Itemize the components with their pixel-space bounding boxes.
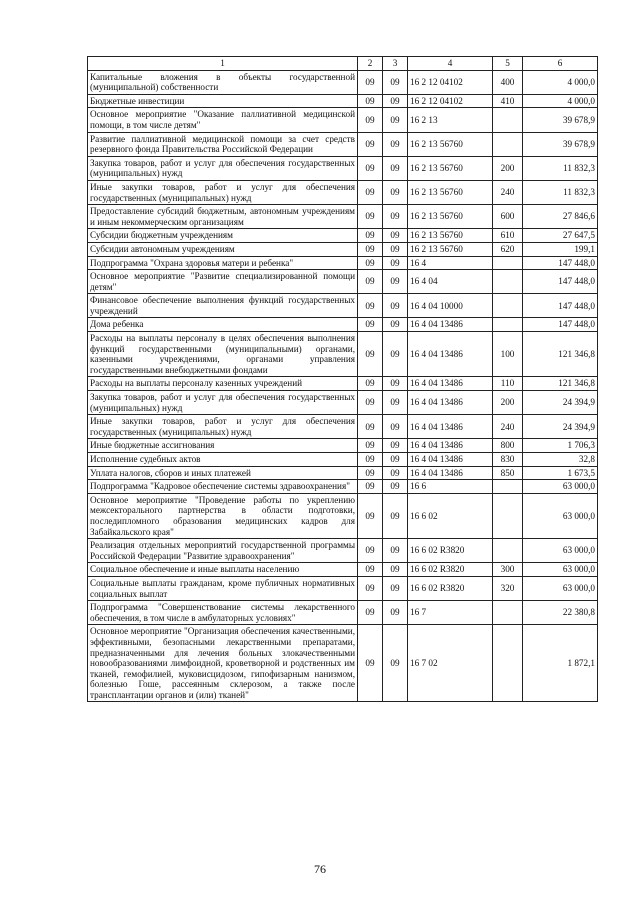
row-target-article-cell: 16 7 [408,601,493,625]
table-row [88,439,598,453]
table-row [88,108,598,132]
table-row [88,229,598,243]
row-target-article-cell: 16 2 12 04102 [408,94,493,108]
row-subsection-cell: 09 [383,466,408,480]
row-expense-type-cell: 610 [493,229,523,243]
row-section-cell: 09 [358,294,383,318]
row-name-cell: Финансовое обеспечение выполнения функций государственных учреждений [88,294,358,318]
row-amount-cell: 63 000,0 [523,539,598,563]
table-row [88,205,598,229]
table-row [88,377,598,391]
row-section-cell: 09 [358,439,383,453]
row-amount-cell: 1 706,3 [523,439,598,453]
row-expense-type-cell [493,270,523,294]
row-subsection-cell: 09 [383,625,408,702]
row-amount-cell: 27 846,6 [523,205,598,229]
row-name-cell: Закупка товаров, работ и услуг для обеспечения государственных (муниципальных) нужд [88,156,358,180]
row-target-article-cell: 16 4 04 13486 [408,391,493,415]
row-expense-type-cell: 600 [493,205,523,229]
row-name-cell: Подпрограмма "Совершенствование системы лекарственного обеспечения, в том числе в амбулаторных условиях" [88,601,358,625]
table-row [88,294,598,318]
table-row [88,242,598,256]
row-target-article-cell: 16 4 04 13486 [408,466,493,480]
row-section-cell: 09 [358,332,383,377]
table-row [88,132,598,156]
row-amount-cell: 11 832,3 [523,180,598,204]
row-target-article-cell: 16 6 02 R3820 [408,576,493,600]
row-expense-type-cell: 800 [493,439,523,453]
row-target-article-cell: 16 4 [408,256,493,270]
row-name-cell: Закупка товаров, работ и услуг для обеспечения государственных (муниципальных) нужд [88,391,358,415]
row-subsection-cell: 09 [383,294,408,318]
row-name-cell: Бюджетные инвестиции [88,94,358,108]
row-expense-type-cell: 100 [493,332,523,377]
row-name-cell: Социальное обеспечение и иные выплаты населению [88,563,358,577]
row-subsection-cell: 09 [383,439,408,453]
row-section-cell: 09 [358,229,383,243]
row-section-cell: 09 [358,205,383,229]
row-target-article-cell: 16 4 04 [408,270,493,294]
row-subsection-cell: 09 [383,453,408,467]
header-col-4: 4 [408,57,493,71]
row-expense-type-cell [493,480,523,494]
row-amount-cell: 22 380,8 [523,601,598,625]
row-target-article-cell: 16 2 13 [408,108,493,132]
row-expense-type-cell: 300 [493,563,523,577]
row-target-article-cell: 16 4 04 13486 [408,318,493,332]
row-target-article-cell: 16 2 13 56760 [408,132,493,156]
row-subsection-cell: 09 [383,391,408,415]
row-section-cell: 09 [358,453,383,467]
row-subsection-cell: 09 [383,493,408,538]
row-subsection-cell: 09 [383,576,408,600]
row-name-cell: Основное мероприятие "Организация обеспечения качественными, эффективными, безопасными лекарственными препаратами, предназначенными для лечения больных злокачественными новообразованиями лимфоидной, кроветворной и родственных им тканей, гемофилией, муковисцидозом, гипофизарным нанизмом, болезнью Гоше, рассеянным склерозом, а также после трансплантации органов и (или) тканей" [88,625,358,702]
row-subsection-cell: 09 [383,480,408,494]
row-name-cell: Субсидии бюджетным учреждениям [88,229,358,243]
row-section-cell: 09 [358,563,383,577]
row-subsection-cell: 09 [383,256,408,270]
row-expense-type-cell: 850 [493,466,523,480]
row-amount-cell: 63 000,0 [523,576,598,600]
row-name-cell: Исполнение судебных актов [88,453,358,467]
budget-table [87,56,598,702]
row-amount-cell: 24 394,9 [523,391,598,415]
table-header [88,57,598,71]
row-target-article-cell: 16 6 02 [408,493,493,538]
row-section-cell: 09 [358,132,383,156]
row-section-cell: 09 [358,415,383,439]
row-expense-type-cell [493,108,523,132]
row-name-cell: Развитие паллиативной медицинской помощи за счет средств резервного фонда Правительства Российской Федерации [88,132,358,156]
row-expense-type-cell [493,493,523,538]
row-section-cell: 09 [358,156,383,180]
row-section-cell: 09 [358,539,383,563]
row-expense-type-cell: 620 [493,242,523,256]
row-subsection-cell: 09 [383,180,408,204]
row-name-cell: Расходы на выплаты персоналу казенных учреждений [88,377,358,391]
row-expense-type-cell: 410 [493,94,523,108]
row-amount-cell: 147 448,0 [523,294,598,318]
row-section-cell: 09 [358,270,383,294]
row-amount-cell: 27 647,5 [523,229,598,243]
row-amount-cell: 63 000,0 [523,480,598,494]
table-row [88,539,598,563]
row-section-cell: 09 [358,108,383,132]
row-section-cell: 09 [358,70,383,94]
row-target-article-cell: 16 2 13 56760 [408,180,493,204]
row-expense-type-cell: 830 [493,453,523,467]
row-amount-cell: 4 000,0 [523,70,598,94]
table-row [88,415,598,439]
row-subsection-cell: 09 [383,229,408,243]
row-section-cell: 09 [358,576,383,600]
row-subsection-cell: 09 [383,94,408,108]
table-row [88,256,598,270]
row-target-article-cell: 16 2 13 56760 [408,156,493,180]
row-section-cell: 09 [358,466,383,480]
table-row [88,480,598,494]
row-name-cell: Расходы на выплаты персоналу в целях обеспечения выполнения функций государственными (муниципальными) органами, казенными учреждениями, органами управления государственными внебюджетными фондами [88,332,358,377]
row-expense-type-cell: 400 [493,70,523,94]
row-subsection-cell: 09 [383,563,408,577]
row-subsection-cell: 09 [383,415,408,439]
row-subsection-cell: 09 [383,205,408,229]
row-section-cell: 09 [358,601,383,625]
row-section-cell: 09 [358,391,383,415]
row-target-article-cell: 16 4 04 13486 [408,377,493,391]
row-section-cell: 09 [358,377,383,391]
row-target-article-cell: 16 4 04 13486 [408,439,493,453]
row-amount-cell: 147 448,0 [523,256,598,270]
page-number: 76 [314,862,326,876]
row-section-cell: 09 [358,180,383,204]
row-expense-type-cell: 240 [493,180,523,204]
row-expense-type-cell: 200 [493,156,523,180]
row-amount-cell: 63 000,0 [523,563,598,577]
row-target-article-cell: 16 6 [408,480,493,494]
row-expense-type-cell [493,132,523,156]
header-col-1: 1 [88,57,358,71]
row-amount-cell: 4 000,0 [523,94,598,108]
row-subsection-cell: 09 [383,132,408,156]
row-target-article-cell: 16 6 02 R3820 [408,563,493,577]
row-amount-cell: 147 448,0 [523,270,598,294]
row-expense-type-cell: 200 [493,391,523,415]
table-row [88,180,598,204]
row-section-cell: 09 [358,256,383,270]
header-col-5: 5 [493,57,523,71]
table-row [88,576,598,600]
row-amount-cell: 121 346,8 [523,332,598,377]
table-row [88,493,598,538]
row-section-cell: 09 [358,625,383,702]
row-target-article-cell: 16 2 13 56760 [408,229,493,243]
header-row [88,57,598,71]
row-name-cell: Основное мероприятие "Развитие специализированной помощи детям" [88,270,358,294]
row-amount-cell: 1 872,1 [523,625,598,702]
row-target-article-cell: 16 4 04 13486 [408,453,493,467]
row-subsection-cell: 09 [383,332,408,377]
row-target-article-cell: 16 7 02 [408,625,493,702]
row-name-cell: Подпрограмма "Охрана здоровья матери и ребенка" [88,256,358,270]
row-name-cell: Подпрограмма "Кадровое обеспечение системы здравоохранения" [88,480,358,494]
table-row [88,563,598,577]
row-name-cell: Иные закупки товаров, работ и услуг для обеспечения государственных (муниципальных) нужд [88,180,358,204]
row-target-article-cell: 16 2 13 56760 [408,242,493,256]
table-row [88,625,598,702]
row-amount-cell: 121 346,8 [523,377,598,391]
row-name-cell: Иные закупки товаров, работ и услуг для обеспечения государственных (муниципальных) нужд [88,415,358,439]
row-amount-cell: 147 448,0 [523,318,598,332]
table-row [88,453,598,467]
row-name-cell: Реализация отдельных мероприятий государственной программы Российской Федерации "Развитие здравоохранения" [88,539,358,563]
row-name-cell: Основное мероприятие "Проведение работы по укреплению межсекторального партнерства в области подготовки, последипломного образования медицинских кадров для Забайкальского края" [88,493,358,538]
row-target-article-cell: 16 4 04 13486 [408,415,493,439]
row-amount-cell: 39 678,9 [523,108,598,132]
row-amount-cell: 32,8 [523,453,598,467]
row-name-cell: Иные бюджетные ассигнования [88,439,358,453]
row-expense-type-cell [493,294,523,318]
row-section-cell: 09 [358,242,383,256]
row-section-cell: 09 [358,318,383,332]
row-subsection-cell: 09 [383,601,408,625]
table-row [88,466,598,480]
row-name-cell: Социальные выплаты гражданам, кроме публичных нормативных социальных выплат [88,576,358,600]
row-subsection-cell: 09 [383,108,408,132]
row-amount-cell: 24 394,9 [523,415,598,439]
header-col-6: 6 [523,57,598,71]
header-col-3: 3 [383,57,408,71]
row-name-cell: Капитальные вложения в объекты государственной (муниципальной) собственности [88,70,358,94]
table-row [88,601,598,625]
row-target-article-cell: 16 2 13 56760 [408,205,493,229]
row-amount-cell: 63 000,0 [523,493,598,538]
row-expense-type-cell [493,601,523,625]
row-expense-type-cell [493,318,523,332]
row-section-cell: 09 [358,493,383,538]
row-subsection-cell: 09 [383,242,408,256]
row-name-cell: Предоставление субсидий бюджетным, автономным учреждениям и иным некоммерческим организациям [88,205,358,229]
row-subsection-cell: 09 [383,70,408,94]
table-row [88,332,598,377]
row-amount-cell: 11 832,3 [523,156,598,180]
row-expense-type-cell [493,256,523,270]
row-section-cell: 09 [358,480,383,494]
row-subsection-cell: 09 [383,377,408,391]
row-amount-cell: 1 673,5 [523,466,598,480]
row-subsection-cell: 09 [383,156,408,180]
row-expense-type-cell: 110 [493,377,523,391]
table-row [88,270,598,294]
row-target-article-cell: 16 2 12 04102 [408,70,493,94]
row-section-cell: 09 [358,94,383,108]
row-amount-cell: 39 678,9 [523,132,598,156]
table-row [88,94,598,108]
table-body [88,70,598,702]
row-name-cell: Основное мероприятие "Оказание паллиативной медицинской помощи, в том числе детям" [88,108,358,132]
table-row [88,70,598,94]
row-expense-type-cell [493,539,523,563]
table-row [88,391,598,415]
row-expense-type-cell: 320 [493,576,523,600]
row-name-cell: Уплата налогов, сборов и иных платежей [88,466,358,480]
row-expense-type-cell: 240 [493,415,523,439]
row-target-article-cell: 16 6 02 R3820 [408,539,493,563]
row-target-article-cell: 16 4 04 10000 [408,294,493,318]
table-row [88,318,598,332]
row-target-article-cell: 16 4 04 13486 [408,332,493,377]
row-subsection-cell: 09 [383,270,408,294]
row-amount-cell: 199,1 [523,242,598,256]
header-col-2: 2 [358,57,383,71]
row-expense-type-cell [493,625,523,702]
row-subsection-cell: 09 [383,539,408,563]
row-subsection-cell: 09 [383,318,408,332]
table-row [88,156,598,180]
row-name-cell: Субсидии автономным учреждениям [88,242,358,256]
row-name-cell: Дома ребенка [88,318,358,332]
